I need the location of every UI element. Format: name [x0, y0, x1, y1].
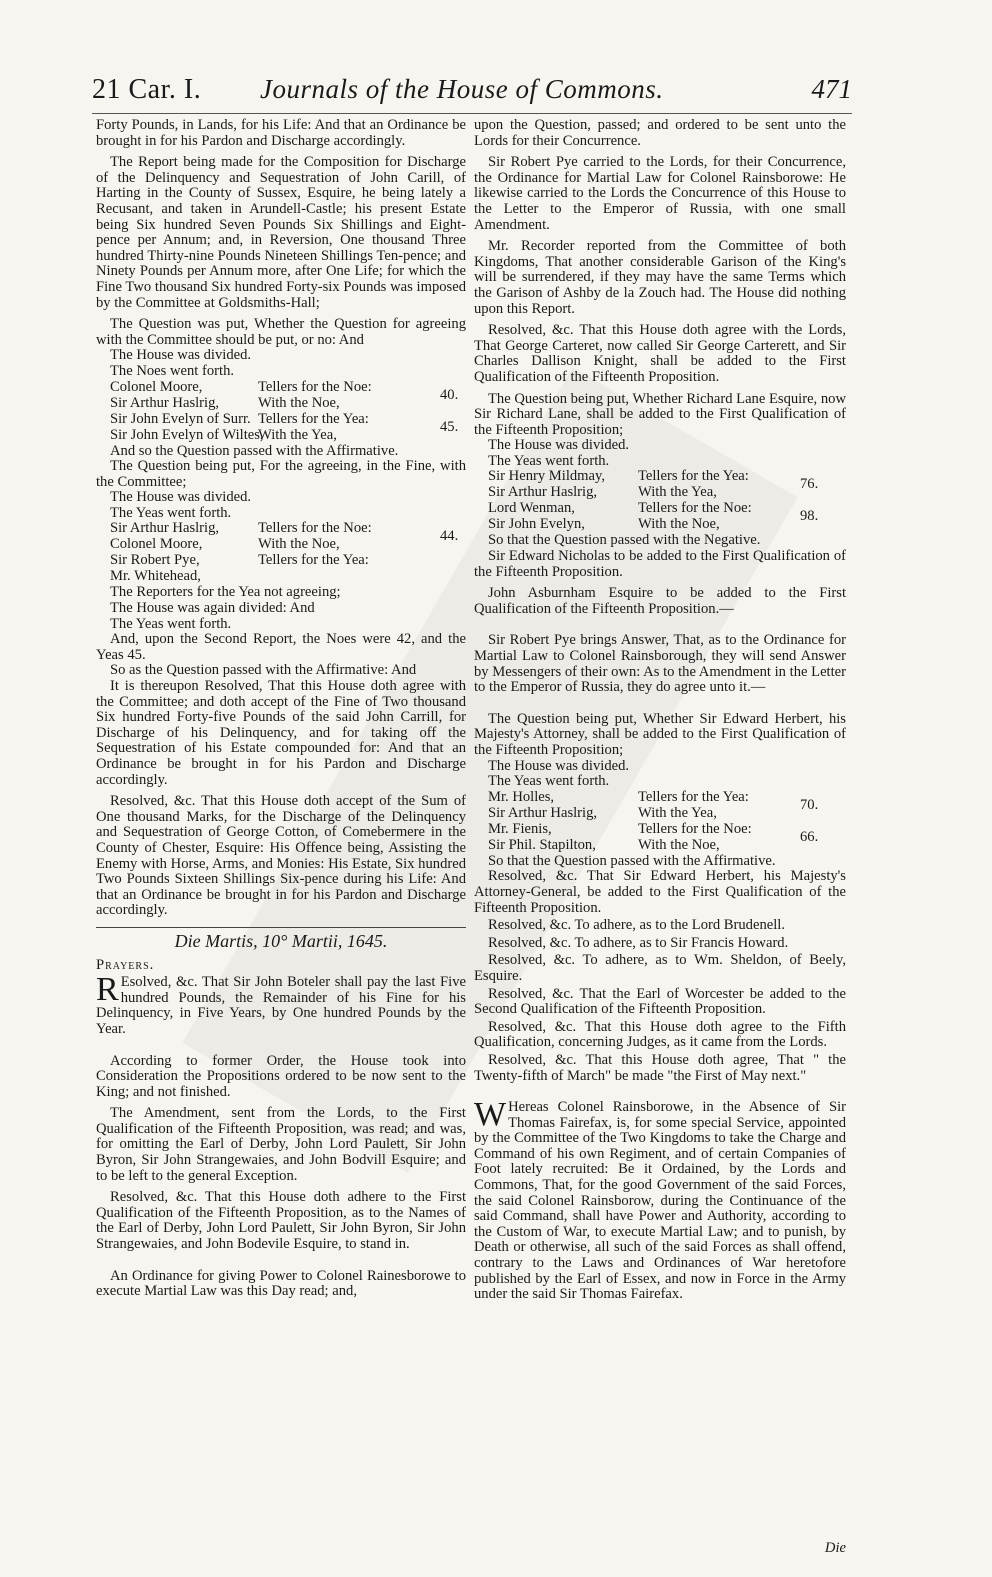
line: The Reporters for the Yea not agreeing;: [110, 584, 341, 601]
drop-cap: R: [96, 971, 119, 1009]
line: The Yeas went forth.: [488, 773, 610, 790]
teller-role: Tellers for the Noe:: [638, 500, 752, 517]
vote-count: 70.: [800, 796, 819, 813]
paragraph: Resolved, &c. That this House doth agree with the Lords, That George Carteret, now called Sir George Carterett, and Sir Charles Dallison Knight, shall be added to the First Qualification of the Fifteenth Proposition.: [474, 322, 846, 385]
teller-role: With the Noe,: [638, 516, 720, 533]
line: So that the Question passed with the Negative.: [488, 532, 761, 549]
right-column: [474, 118, 846, 1309]
paragraph: upon the Question, passed; and ordered to be sent unto the Lords for their Concurrence.: [474, 117, 846, 149]
tellers-block: [488, 469, 846, 501]
paragraph: An Ordinance for giving Power to Colonel Rainesborowe to execute Martial Law was this Day read; and,: [96, 1267, 466, 1300]
spacer: [96, 1044, 466, 1054]
tellers-block: [488, 790, 846, 822]
paragraph: Sir Robert Pye brings Answer, That, as to the Ordinance for Martial Law to Colonel Rainsborough, they will send Answer by Messengers of their own: As to the Amendment in the Letter to the Emperor of Russia, they do agree unto it.—: [474, 632, 846, 696]
paragraph: And, upon the Second Report, the Noes were 42, and the Yeas 45.: [96, 631, 466, 663]
teller-name: Sir Arthur Haslrig,: [488, 804, 598, 821]
teller-name: Sir Arthur Haslrig,: [110, 520, 220, 537]
paragraph: Sir Edward Nicholas to be added to the First Qualification of the Fifteenth Proposition.: [474, 548, 846, 580]
teller-name: Colonel Moore,: [110, 536, 203, 553]
regnal-year: 21 Car. I.: [92, 74, 202, 105]
paragraph: Resolved, &c. That this House doth agree to the Fifth Qualification, concerning Judges, as it came from the Lords.: [474, 1018, 846, 1051]
section-divider: [96, 927, 466, 928]
paragraph: The Question was put, Whether the Question for agreeing with the Committee should be put, or no: And: [96, 316, 466, 348]
line: The House was divided.: [488, 437, 630, 454]
tellers-block: [488, 501, 846, 533]
line: The House was divided.: [110, 489, 252, 506]
paragraph: Mr. Recorder reported from the Committee of both Kingdoms, That another considerable Garison of the King's will be surrendered, if they may have the same Terms which the Garison of Ashby de la Zouch had. The House did nothing upon this Report.: [474, 238, 846, 317]
teller-role: Tellers for the Noe:: [258, 378, 372, 395]
line: So that the Question passed with the Affirmative.: [488, 852, 776, 869]
vote-count: 40.: [440, 386, 459, 403]
paragraph: Resolved, &c. That this House doth agree, That " the Twenty-fifth of March" be made "the First of May next.": [474, 1051, 846, 1084]
teller-role: With the Noe,: [258, 394, 340, 411]
teller-name: Mr. Whitehead,: [110, 568, 201, 585]
paragraph: [96, 971, 466, 1037]
teller-role: With the Noe,: [638, 836, 720, 853]
teller-role: With the Noe,: [258, 536, 340, 553]
teller-name: Sir Robert Pye,: [110, 552, 200, 569]
line: And so the Question passed with the Affirmative.: [110, 442, 399, 459]
teller-role: Tellers for the Noe:: [258, 520, 372, 537]
paragraph: Resolved, &c. To adhere, as to the Lord Brudenell.: [488, 917, 785, 934]
teller-role: Tellers for the Yea:: [638, 788, 749, 805]
paragraph: Resolved, &c. To adhere, as to Sir Francis Howard.: [488, 934, 789, 951]
vote-count: 66.: [800, 828, 819, 845]
running-title: Journals of the House of Commons.: [260, 74, 664, 104]
teller-name: Sir Arthur Haslrig,: [110, 394, 220, 411]
line: The Yeas went forth.: [488, 452, 610, 469]
line: The Yeas went forth.: [110, 504, 232, 521]
tellers-block: [110, 380, 466, 412]
teller-role: With the Yea,: [258, 426, 337, 443]
teller-name: Sir John Evelyn,: [488, 516, 585, 533]
paragraph: The Amendment, sent from the Lords, to the First Qualification of the Fifteenth Proposition, was read; and was, for omitting the Earl of Derby, John Lord Paulett, Sir John Byron, Sir John Strangewaies, and John Bodvill Esquire; and to be left to the general Exception.: [96, 1105, 466, 1184]
paragraph-text: Esolved, &c. That Sir John Boteler shall pay the last Five hundred Pounds, the Remainder of his Fine for his Delinquency, in Five Years, by One hundred Pounds by the Year.: [96, 974, 466, 1037]
prayers-heading: Prayers.: [96, 956, 155, 973]
paragraph: It is thereupon Resolved, That this House doth agree with the Committee; and doth accept of the Fine of Two thousand Six hundred Forty-five Pounds of the said John Carrill, for Discharge of his Delinquency, and for taking off the Sequestration of his Estate compounded for: And that an Ordinance be brought in for his Pardon and Discharge accordingly.: [96, 678, 466, 788]
teller-role: Tellers for the Yea:: [638, 468, 749, 485]
header-rule: [92, 113, 852, 114]
left-column: [96, 118, 466, 1306]
teller-name: Lord Wenman,: [488, 500, 575, 517]
page-number: 471: [811, 74, 852, 104]
line: The House was divided.: [488, 757, 630, 774]
teller-name: Sir John Evelyn of Surr.: [110, 410, 251, 427]
tellers-block: [110, 412, 466, 444]
page-header: [92, 74, 852, 110]
teller-role: With the Yea,: [638, 804, 717, 821]
teller-role: Tellers for the Yea:: [258, 552, 369, 569]
paragraph: The Report being made for the Composition for Discharge of the Delinquency and Sequestration of John Carill, of Harting in the County of Sussex, Esquire, he being lately a Recusant, and taken in Arundell-Castle; his present Estate being Six hundred Seven Pounds Six Shillings and Eight-pence per Annum; and, in Reversion, One thousand Three hundred Thirty-nine Pounds Nineteen Shillings Ten-pence; and Ninety Pounds per Annum more, after One Life; for which the Fine Two thousand Six hundred Forty-six Pounds was imposed by the Committee at Goldsmiths-Hall;: [96, 154, 466, 311]
paragraph: The Question being put, Whether Sir Edward Herbert, his Majesty's Attorney, shall be added to the First Qualification of the Fifteenth Proposition;: [474, 710, 846, 758]
catchword: Die: [824, 1540, 846, 1556]
paragraph-text: Hereas Colonel Rainsborowe, in the Absence of Sir Thomas Fairefax, is, for some special Service, appointed by the Committee of the Two Kingdoms to take the Charge and Command of his own Regiment, and of certain Companies of Foot lately recruited: Be it Ordained, by the Lords and Commons, That, for the good Government of the said Forces, the said Colonel Rainsborow, during the Continuance of the said Command, shall have Power and Authority, according to the Custom of War, to execute Martial Law; and to punish, by Death or otherwise, all such of the said Forces as shall offend, contrary to the Laws and Ordinances of War heretofore published by the Earl of Essex, and now in Force in the Army under the said Sir Thomas Fairefax.: [474, 1099, 846, 1303]
paragraph: Resolved, &c. That the Earl of Worcester be added to the Second Qualification of the Fifteenth Proposition.: [474, 985, 846, 1018]
teller-role: Tellers for the Yea:: [258, 410, 369, 427]
vote-count: 45.: [440, 418, 459, 435]
teller-name: Mr. Holles,: [488, 788, 555, 805]
line: The House was again divided: And: [110, 600, 315, 617]
paragraph: John Asburnham Esquire to be added to the First Qualification of the Fifteenth Proposition.—: [474, 585, 846, 617]
line: The Noes went forth.: [110, 362, 235, 379]
paragraph: Sir Robert Pye carried to the Lords, for their Concurrence, the Ordinance for Martial Law for Colonel Rainsborowe: He likewise carried to the Lords the Concurrence of this House to the Letter to the Emperor of Russia, with one small Amendment.: [474, 154, 846, 233]
line: So as the Question passed with the Affirmative: And: [110, 662, 417, 679]
sitting-date: Die Martis, 10° Martii, 1645.: [174, 930, 388, 951]
paragraph: Resolved, &c. That this House doth adhere to the First Qualification of the Fifteenth Proposition, as to the Names of the Earl of Derby, John Lord Paulett, Sir John Byron, Sir John Strangewaies, and John Bodevile Esquire, to stand in.: [96, 1189, 466, 1253]
paragraph: Resolved, &c. To adhere, as to Wm. Sheldon, of Beely, Esquire.: [474, 952, 846, 984]
line: The Yeas went forth.: [110, 615, 232, 632]
vote-count: 76.: [800, 476, 819, 493]
teller-role: Tellers for the Noe:: [638, 820, 752, 837]
teller-name: Sir Arthur Haslrig,: [488, 484, 598, 501]
teller-name: Sir Henry Mildmay,: [488, 468, 606, 485]
teller-name: Sir John Evelyn of Wiltes,: [110, 426, 264, 443]
paragraph: Resolved, &c. That Sir Edward Herbert, his Majesty's Attorney-General, be added to the First Qualification of the Fifteenth Proposition.: [474, 868, 846, 916]
teller-name: Sir Phil. Stapilton,: [488, 836, 596, 853]
vote-count: 98.: [800, 508, 819, 525]
paragraph: The Question being put, Whether Richard Lane Esquire, now Sir Richard Lane, shall be added to the First Qualification of the Fifteenth Proposition;: [474, 390, 846, 438]
paragraph: Resolved, &c. That this House doth accept of the Sum of One thousand Marks, for the Discharge of the Delinquency and Sequestration of George Cotton, of Comebermere in the County of Chester, Esquire: His Offence being, Assisting the Enemy with Horse, Arms, and Monies: His Estate, Six hundred Two Pounds Sixteen Shillings Six-pence during his Life: And that an Ordinance be brought in for his Pardon and Discharge accordingly.: [96, 793, 466, 919]
vote-count: 44.: [440, 528, 459, 545]
drop-cap: W: [474, 1096, 507, 1134]
line: The House was divided.: [110, 347, 252, 364]
tellers-block: [110, 553, 466, 585]
teller-role: With the Yea,: [638, 484, 717, 501]
tellers-block: [488, 822, 846, 854]
teller-name: Mr. Fienis,: [488, 820, 552, 837]
teller-name: Colonel Moore,: [110, 378, 203, 395]
paragraph: The Question being put, For the agreeing, in the Fine, with the Committee;: [96, 458, 466, 490]
tellers-block: [110, 521, 466, 553]
paragraph: Forty Pounds, in Lands, for his Life: And that an Ordinance be brought in for his Pardon and Discharge accordingly.: [96, 117, 466, 149]
paragraph: According to former Order, the House took into Consideration the Propositions ordered to be now sent to the King; and not finished.: [96, 1052, 466, 1100]
paragraph: [474, 1096, 846, 1303]
